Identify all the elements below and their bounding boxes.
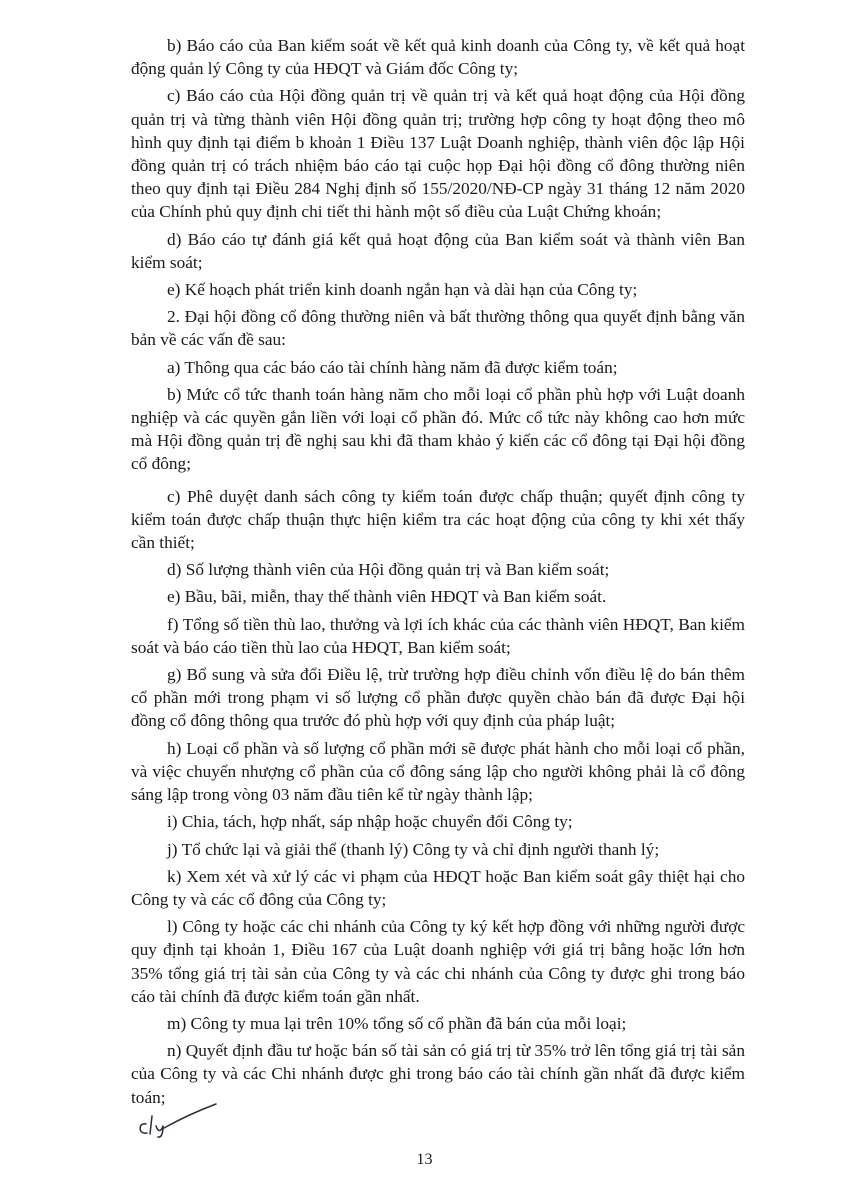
paragraph-self-assessment-report: d) Báo cáo tự đánh giá kết quả hoạt động của Ban kiểm soát và thành viên Ban kiểm soát; [131, 229, 745, 272]
paragraph-item-j: j) Tổ chức lại và giải thể (thanh lý) Công ty và chỉ định người thanh lý; [167, 839, 660, 859]
paragraph-report-board-of-directors: c) Báo cáo của Hội đồng quản trị về quản trị và kết quả hoạt động của Hội đồng quản trị và từng thành viên Hội đồng quản trị; trường hợp công ty hoạt động theo mô hình quy định tại điểm b khoản 1 Điều 137 Luật Doanh nghiệp, thành viên độc lập Hội đồng quản trị có trách nhiệm báo cáo tại cuộc họp Đại hội đồng cổ đông thường niên theo quy định tại Điều 284 Nghị định số 155/2020/NĐ-CP ngày 31 tháng 12 năm 2020 của Chính phủ quy định chi tiết thi hành một số điều của Luật Chứng khoán; [131, 86, 745, 222]
paragraph-item-n: n) Quyết định đầu tư hoặc bán số tài sản có giá trị từ 35% trở lên tổng giá trị tài sản của Công ty và các Chi nhánh được ghi trong báo cáo tài chính gần nhất đã được kiểm toán; [131, 1041, 745, 1107]
handwritten-initials [130, 1102, 220, 1138]
paragraph-item-b: b) Mức cổ tức thanh toán hàng năm cho mỗi loại cổ phần phù hợp với Luật doanh nghiệp và các quyền gắn liền với loại cổ phần đó. Mức cổ tức này không cao hơn mức mà Hội đồng quản trị đề nghị sau khi đã tham khảo ý kiến các cổ đông tại Đại hội đồng cổ đông; [131, 384, 745, 474]
paragraph-item-d: d) Số lượng thành viên của Hội đồng quản trị và Ban kiểm soát; [167, 560, 610, 580]
paragraph-item-h: h) Loại cổ phần và số lượng cổ phần mới sẽ được phát hành cho mỗi loại cổ phần, và việc chuyển nhượng cổ phần của cổ đông sáng lập cho người không phải là cổ đông sáng lập trong vòng 03 năm đầu tiên kể từ ngày thành lập; [131, 738, 745, 805]
paragraph-item-e: e) Bầu, bãi, miễn, thay thế thành viên HĐQT và Ban kiểm soát. [167, 587, 607, 607]
paragraph-item-f: f) Tổng số tiền thù lao, thưởng và lợi ích khác của các thành viên HĐQT, Ban kiểm soát và báo cáo tiền thù lao của HĐQT, Ban kiểm soát; [131, 614, 745, 657]
paragraph-report-supervisory-board: b) Báo cáo của Ban kiểm soát về kết quả kinh doanh của Công ty, về kết quả hoạt động quản lý Công ty của HĐQT và Giám đốc Công ty; [131, 36, 745, 79]
paragraph-item-k: k) Xem xét và xử lý các vi phạm của HĐQT hoặc Ban kiểm soát gây thiệt hại cho Công ty và các cổ đông của Công ty; [131, 866, 745, 909]
page-number: 13 [416, 1151, 433, 1168]
paragraph-business-plan: e) Kế hoạch phát triển kinh doanh ngắn hạn và dài hạn của Công ty; [167, 280, 638, 300]
paragraph-item-g: g) Bổ sung và sửa đổi Điều lệ, trừ trường hợp điều chỉnh vốn điều lệ do bán thêm cổ phần mới trong phạm vi số lượng cổ phần được quyền chào bán đã được Đại hội đồng cổ đông thông qua trước đó phù hợp với quy định của pháp luật; [131, 665, 745, 731]
paragraph-item-c: c) Phê duyệt danh sách công ty kiểm toán được chấp thuận; quyết định công ty kiểm toán được chấp thuận thực hiện kiểm tra các hoạt động của công ty khi xét thấy cần thiết; [131, 486, 745, 553]
paragraph-section-2-intro: 2. Đại hội đồng cổ đông thường niên và bất thường thông qua quyết định bằng văn bản về các vấn đề sau: [131, 307, 745, 350]
document-body [131, 34, 745, 1113]
paragraph-item-l: l) Công ty hoặc các chi nhánh của Công ty ký kết hợp đồng với những người được quy định tại khoản 1, Điều 167 của Luật doanh nghiệp với giá trị bằng hoặc lớn hơn 35% tổng giá trị tài sản của Công ty và các chi nhánh của Công ty được ghi trong báo cáo tài chính đã được kiểm toán gần nhất. [131, 917, 745, 1006]
paragraph-item-a: a) Thông qua các báo cáo tài chính hàng năm đã được kiểm toán; [167, 357, 618, 377]
paragraph-item-i: i) Chia, tách, hợp nhất, sáp nhập hoặc chuyển đổi Công ty; [167, 812, 573, 832]
paragraph-item-m: m) Công ty mua lại trên 10% tổng số cổ phần đã bán của mỗi loại; [167, 1013, 627, 1033]
